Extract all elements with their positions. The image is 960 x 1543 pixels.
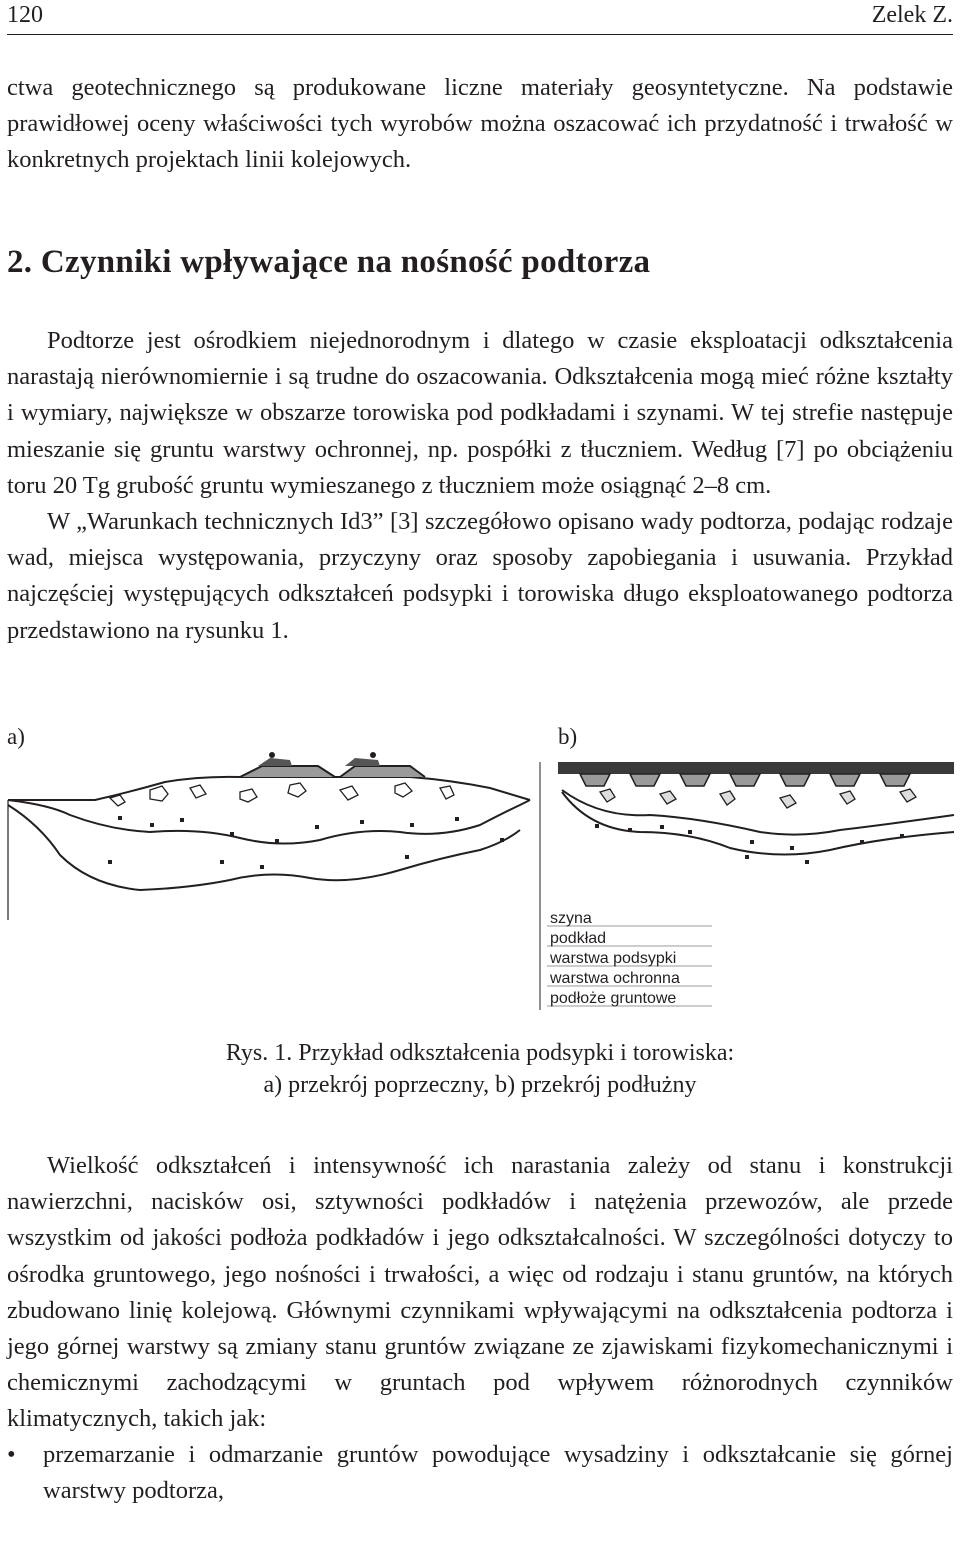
figure-caption-line-1: Rys. 1. Przykład odkształcenia podsypki i torowiska:: [225, 1040, 735, 1066]
rail-bar: [558, 762, 954, 774]
bullet-text: przemarzanie i odmarzanie gruntów powodujące wysadziny i odkształcanie się górnej warstwy podtorza,: [43, 1441, 953, 1505]
ballast-bottom-b: [562, 790, 954, 835]
legend-item-protective-layer: warstwa ochronna: [550, 970, 680, 987]
figure-label-b: b): [558, 724, 578, 749]
body-paragraph-1: Podtorze jest ośrodkiem niejednorodnym i dlatego w czasie eksploatacji odkształcenia narastają nierównomiernie i są trudne do oszacowania. Odkształcenia mogą mieć różne kształty i wymiary, największe w obszarze torowiska pod podkładami i szynami. W tej strefie następuje mieszanie się gruntu warstwy ochronnej, np. pospółki z tłuczniem. Według [7] po obciążeniu toru 20 Tg grubość gruntu wymieszanego z tłuczniem może osiągnąć 2–8 cm.: [7, 327, 953, 499]
section-heading: 2. Czynniki wpływające na nośność podtorza: [7, 244, 651, 280]
figure-1: [0, 720, 960, 1020]
intro-paragraph: ctwa geotechnicznego są produkowane liczne materiały geosyntetyczne. Na podstawie prawidłowej oceny właściwości tych wyrobów można oszacować ich przydatność i trwałość w konkretnych projektach linii kolejowych.: [7, 74, 953, 174]
page-number: 120: [7, 2, 43, 28]
legend-item-ballast: warstwa podsypki: [550, 950, 677, 967]
legend-item-rail: szyna: [550, 910, 592, 927]
legend-item-subgrade: podłoże gruntowe: [550, 990, 677, 1007]
figure-label-a: a): [7, 724, 25, 749]
running-author: Zelek Z.: [871, 2, 953, 28]
page-header: [7, 0, 953, 35]
legend-item-sleeper: podkład: [550, 930, 607, 947]
sleeper-shape: [240, 766, 425, 777]
figure-legend: [547, 910, 712, 1007]
body-paragraph-2: W „Warunkach technicznych Id3” [3] szczegółowo opisano wady podtorza, podając rodzaje wad, miejsca występowania, przyczyny oraz sposoby zapobiegania i usuwania. Przykład najczęściej występujących odkształceń podsypki i torowiska długo eksploatowanego podtorza przedstawiono na rysunku 1.: [7, 508, 953, 644]
protective-layer-line: [8, 800, 530, 844]
body-paragraph-3: Wielkość odkształceń i intensywność ich narastania zależy od stanu i konstrukcji nawierzchni, nacisków osi, sztywności podkładów i natężenia przewozów, ale przede wszystkim od jakości podłoża podkładów i jego odkształcalności. W szczególności dotyczy to ośrodka gruntowego, jego nośności i trwałości, a więc od rodzaju i stanu gruntów, na których zbudowano linię kolejową. Głównymi czynnikami wpływającymi na odkształcenia podtorza i jego górnej warstwy są zmiany stanu gruntów związane ze zjawiskami fizykomechanicznymi i chemicznymi zachodzącymi w gruntach pod wpływem różnorodnych czynników klimatycznych, takich jak:: [7, 1152, 953, 1433]
bullet-list-item: [7, 1437, 953, 1509]
subgrade-line: [8, 805, 520, 890]
sleepers: [580, 774, 910, 786]
body-block-1: [7, 323, 953, 649]
cross-section-diagram: [8, 752, 530, 920]
ballast-stones-b: [600, 789, 916, 808]
ballast-stones: [110, 783, 454, 806]
bullet-marker: •: [7, 1441, 16, 1468]
rail-shape: [258, 758, 380, 766]
figure-caption-line-2: a) przekrój poprzeczny, b) przekrój podłużny: [263, 1072, 697, 1098]
